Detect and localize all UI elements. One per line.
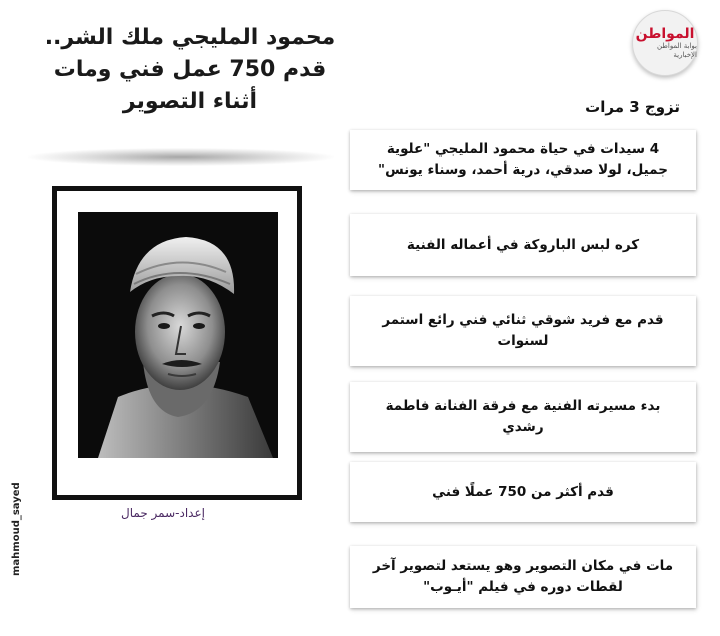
fact-text: كره لبس الباروكة في أعماله الفنية [406, 236, 640, 253]
fact-card-works-count [350, 462, 696, 522]
marriage-fact: تزوج 3 مرات [585, 98, 680, 116]
fact-card-wives [350, 130, 696, 190]
credit-line: إعداد-سمر جمال [121, 506, 205, 520]
portrait-photo [78, 212, 278, 458]
fact-card-career-start [350, 382, 696, 452]
fact-text: 4 سيدات في حياة محمود المليجي "علوية جميل، لولا صدقي، درية أحمد، وسناء يونس" [378, 141, 668, 178]
headline [40, 22, 340, 118]
headline-line-1: محمود المليجي ملك الشر.. [44, 25, 336, 50]
fact-text: مات في مكان التصوير وهو يستعد لتصوير آخر لقطات دوره في فيلم "أيـوب" [372, 558, 674, 595]
logo-name: المواطن [635, 26, 695, 42]
fact-text: قدم مع فريد شوقي ثنائي فني رائع استمر لسنوات [382, 312, 664, 349]
headline-line-2: قدم 750 عمل فني ومات [53, 57, 327, 82]
site-logo [632, 10, 698, 76]
fact-card-farid-shawky [350, 296, 696, 366]
logo-tagline: بوابة المواطن الإخبارية [656, 42, 697, 59]
watermark-text: mahmoud_sayed [11, 482, 22, 576]
author-watermark [2, 470, 28, 580]
fact-card-death [350, 546, 696, 608]
fact-card-wig [350, 214, 696, 276]
fact-text: قدم أكثر من 750 عملًا فني [432, 483, 614, 500]
headline-line-3: أثناء التصوير [122, 89, 258, 114]
portrait-illustration [78, 212, 278, 458]
decorative-shadow [28, 148, 334, 166]
portrait-frame [52, 186, 302, 500]
fact-text: بدء مسيرته الفنية مع فرقة الفنانة فاطمة رشدي [385, 398, 661, 435]
